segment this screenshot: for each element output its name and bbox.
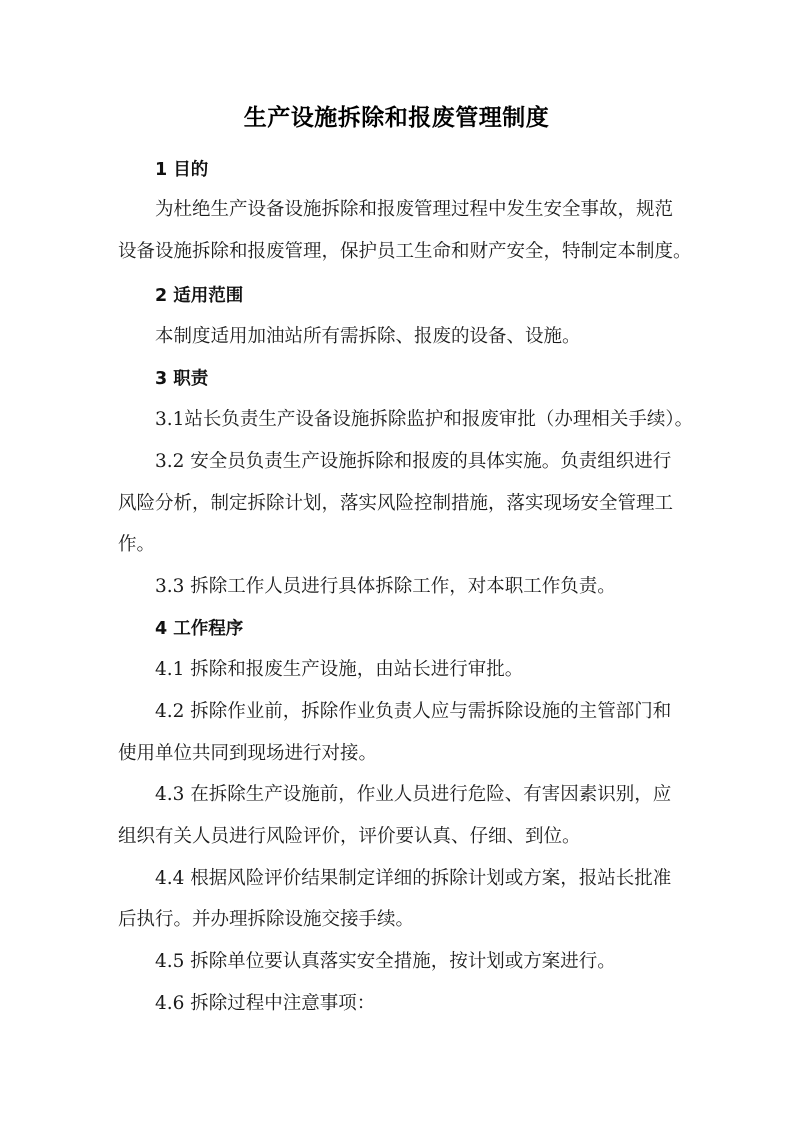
document-title: 生产设施拆除和报废管理制度	[243, 105, 550, 131]
paragraph-line: 组织有关人员进行风险评价，评价要认真、仔细、到位。	[118, 826, 581, 847]
section-heading-scope: 2 适用范围	[155, 286, 244, 306]
paragraph-line: 作。	[118, 534, 156, 555]
section-heading-purpose: 1 目的	[155, 160, 209, 180]
paragraph-line: 4.4 根据风险评价结果制定详细的拆除计划或方案，报站长批准	[155, 868, 672, 889]
paragraph-line: 风险分析，制定拆除计划，落实风险控制措施，落实现场安全管理工	[118, 493, 674, 514]
paragraph-line: 4.2 拆除作业前，拆除作业负责人应与需拆除设施的主管部门和	[155, 701, 672, 722]
paragraph-line: 使用单位共同到现场进行对接。	[118, 743, 378, 764]
paragraph-line: 本制度适用加油站所有需拆除、报废的设备、设施。	[155, 326, 581, 347]
paragraph-line: 后执行。并办理拆除设施交接手续。	[118, 909, 415, 930]
paragraph-line: 4.3 在拆除生产设施前，作业人员进行危险、有害因素识别，应	[155, 784, 672, 805]
paragraph-line: 为杜绝生产设备设施拆除和报废管理过程中发生安全事故，规范	[155, 199, 674, 220]
paragraph-line: 4.6 拆除过程中注意事项：	[155, 993, 376, 1014]
section-heading-procedure: 4 工作程序	[155, 619, 244, 639]
paragraph-line: 3.3 拆除工作人员进行具体拆除工作，对本职工作负责。	[155, 576, 616, 597]
paragraph-line: 4.1 拆除和报废生产设施，由站长进行审批。	[155, 659, 524, 680]
section-heading-responsibilities: 3 职责	[155, 369, 209, 389]
paragraph-line: 设备设施拆除和报废管理，保护员工生命和财产安全，特制定本制度。	[118, 241, 692, 262]
paragraph-line: 4.5 拆除单位要认真落实安全措施，按计划或方案进行。	[155, 951, 616, 972]
paragraph-line: 3.2 安全员负责生产设施拆除和报废的具体实施。负责组织进行	[155, 451, 672, 472]
paragraph-line: 3.1站长负责生产设备设施拆除监护和报废审批（办理相关手续）。	[155, 409, 694, 430]
